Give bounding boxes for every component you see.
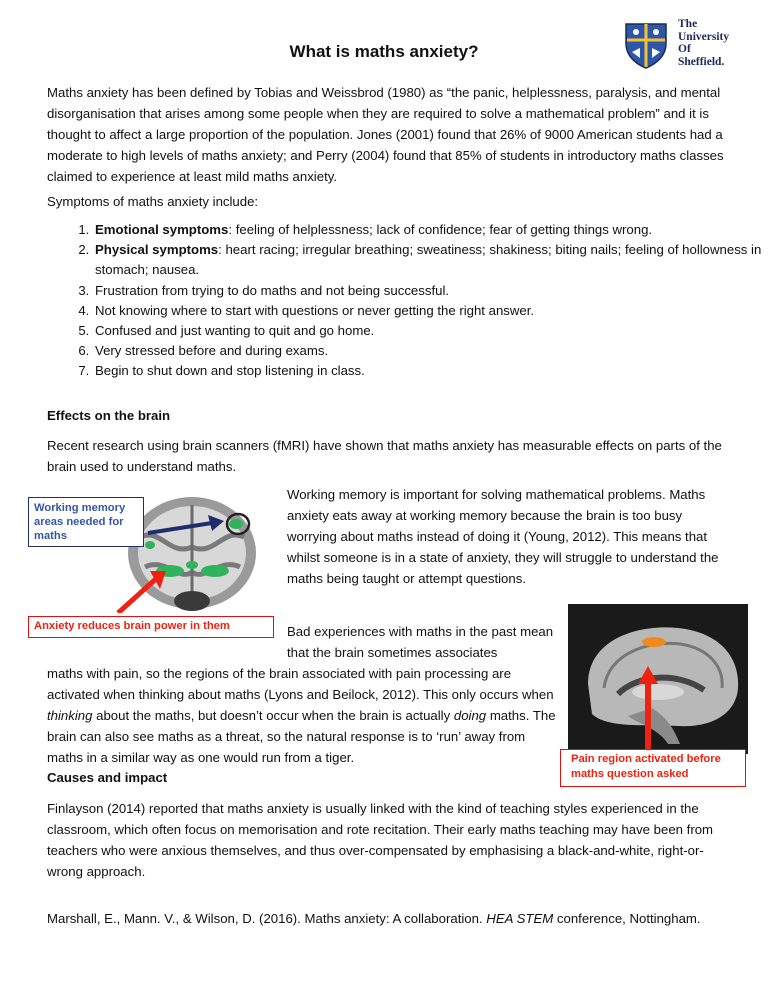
text-run: conference, Nottingham. xyxy=(553,911,701,926)
symptoms-intro: Symptoms of maths anxiety include: xyxy=(47,194,259,209)
symptom-text: Frustration from trying to do maths and not being successful. xyxy=(95,282,450,298)
text-run: maths with pain, so the regions of the brain associated with pain processing are activated when thinking about maths (Lyons and Beilock, 2012). This only occurs when xyxy=(47,666,554,702)
text-run: about the maths, but doesn’t occur when the brain is actually xyxy=(92,708,454,723)
bad-experiences-paragraph-start: Bad experiences with maths in the past mean that the brain sometimes associates xyxy=(287,624,554,660)
symptom-bold: Physical symptoms xyxy=(95,242,219,258)
symptom-text: Confused and just wanting to quit and go home. xyxy=(95,323,375,339)
logo-line: The xyxy=(678,18,698,30)
symptom-text: Not knowing where to start with questions or never getting the right answer. xyxy=(95,302,535,318)
text-run: maths. The brain can also see maths as a threat, so the natural response is to ‘run’ away from maths in a similar way as one would run from a tiger. xyxy=(47,708,556,765)
symptom-text: Begin to shut down and stop listening in class. xyxy=(95,363,365,379)
list-item xyxy=(93,220,768,240)
list-item xyxy=(93,281,768,301)
causes-paragraph: Finlayson (2014) reported that maths anxiety is usually linked with the kind of teaching styles experienced in the classroom, which often focus on memorisation and rote recitation. Their early maths teaching may have been from teachers who were anxious themselves, and thus over-compensated by emphasising a black-and-white, right-or- wrong approach. xyxy=(47,801,714,879)
working-memory-paragraph: Working memory is important for solving mathematical problems. Maths anxiety eats away at working memory because the brain is too busy worrying about maths instead of doing it (Young, 2012). This means that whilst someone is in a state of anxiety, they will struggle to understand the maths being taught or attempt questions. xyxy=(287,487,719,586)
logo-line: Of xyxy=(678,43,691,55)
symptom-text: : feeling of helplessness; lack of confidence; fear of getting things wrong. xyxy=(228,222,653,237)
logo-line: University xyxy=(678,30,730,43)
logo-line: Sheffield. xyxy=(678,55,725,68)
brain-scan-sagittal xyxy=(568,604,748,754)
page-title: What is maths anxiety? xyxy=(289,42,479,61)
crest-icon xyxy=(620,18,672,70)
list-item xyxy=(93,321,768,341)
symptom-text: Very stressed before and during exams. xyxy=(95,343,329,359)
symptom-text: : heart racing; irregular breathing; sweatiness; shakiness; biting nails; feeling of hollowness in stomach; nausea. xyxy=(95,242,762,278)
label-working-memory: Working memory areas needed for maths xyxy=(28,497,144,547)
label-pain: Pain region activated before maths question asked xyxy=(560,749,746,787)
list-item xyxy=(93,341,768,361)
university-logo xyxy=(620,18,738,70)
emphasis-doing: doing xyxy=(453,708,487,723)
intro-paragraph: Maths anxiety has been defined by Tobias and Weissbrod (1980) as “the panic, helplessness, paralysis, and mental disorganisation that arises among some people when they are required to solve a mathematical problem” and it is thought to affect a large proportion of the population. Jones (2001) found that 26% of 9000 American students had a moderate to high levels of maths anxiety; and Perry (2004) found that 85% of students in introductory maths classes claimed to experience at least mild maths anxiety. xyxy=(47,85,724,184)
list-item xyxy=(93,240,768,280)
reference-italic: HEA STEM xyxy=(486,911,554,926)
text-run: Marshall, E., Mann. V., & Wilson, D. (2016). Maths anxiety: A collaboration. xyxy=(47,911,487,926)
symptoms-list xyxy=(47,220,768,382)
emphasis-thinking: thinking xyxy=(47,708,93,723)
causes-heading: Causes and impact xyxy=(47,770,168,785)
bad-experiences-paragraph xyxy=(47,663,557,768)
symptom-bold: Emotional symptoms xyxy=(95,222,229,237)
list-item xyxy=(93,361,768,381)
list-item xyxy=(93,301,768,321)
effects-paragraph: Recent research using brain scanners (fMRI) have shown that maths anxiety has measurable effects on parts of the brain used to understand maths. xyxy=(47,438,722,474)
label-anxiety: Anxiety reduces brain power in them xyxy=(28,616,274,638)
effects-heading: Effects on the brain xyxy=(47,408,171,423)
reference xyxy=(47,908,747,929)
logo-wordmark xyxy=(678,18,729,68)
